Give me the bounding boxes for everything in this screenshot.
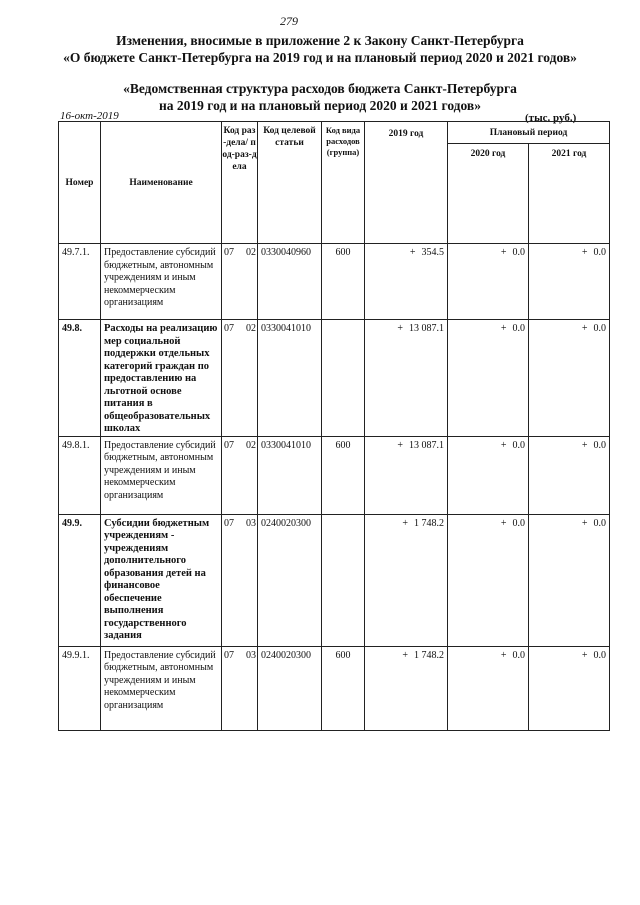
amount: 0.0 [512,247,525,258]
row-value-2019 [365,436,448,514]
sign: + [581,323,588,334]
amount: 0.0 [512,323,525,334]
header-2021: 2021 год [529,144,610,244]
row-kind-code: 600 [322,646,365,730]
row-target-code: 0330040960 [258,244,322,320]
section-code: 07 [224,247,234,258]
page-number: 279 [280,14,298,28]
header-2020: 2020 год [448,144,529,244]
table-row [59,244,610,320]
section-code: 07 [224,517,234,529]
amount: 354.5 [421,247,444,258]
sign: + [500,517,507,529]
section-code: 07 [224,649,234,661]
header-2019: 2019 год [365,122,448,244]
row-section-code [222,244,258,320]
row-value-2021 [529,514,610,646]
subsection-code: 02 [246,439,256,451]
row-kind-code [322,514,365,646]
row-number: 49.7.1. [59,244,101,320]
row-target-code: 0240020300 [258,646,322,730]
amount: 0.0 [512,439,525,451]
sign: + [397,323,403,334]
subsection-code: 02 [246,247,256,258]
sign: + [402,649,408,661]
amount: 0.0 [593,439,606,451]
subsection-code: 03 [246,517,256,529]
amount: 0.0 [512,649,525,661]
row-kind-code: 600 [322,244,365,320]
row-value-2020 [448,646,529,730]
amount: 0.0 [593,323,606,334]
table-row [59,514,610,646]
sign: + [581,247,588,258]
row-section-code [222,320,258,437]
row-value-2019 [365,244,448,320]
row-number: 49.8.1. [59,436,101,514]
row-name: Предоставление субсидий бюджетным, автономным учреждениям и иным некоммерческим организациям [101,646,222,730]
document-title-line-1: Изменения, вносимые в приложение 2 к Закону Санкт-Петербурга [116,33,524,48]
sign: + [409,247,416,258]
amount: 1 748.2 [414,517,444,529]
section-code: 07 [224,439,234,451]
row-value-2020 [448,320,529,437]
row-section-code [222,646,258,730]
table-row [59,320,610,437]
header-number: Номер [59,122,101,244]
sign: + [500,439,507,451]
row-target-code: 0240020300 [258,514,322,646]
amount: 0.0 [593,247,606,258]
row-value-2021 [529,320,610,437]
sign: + [581,439,588,451]
sign: + [500,649,507,661]
row-number: 49.9. [59,514,101,646]
row-value-2020 [448,514,529,646]
row-name: Расходы на реализацию мер социальной поддержки отдельных категорий граждан по предоставлению на льготной основе питания в общеобразовательных школах [101,320,222,437]
document-subtitle-line-2: на 2019 год и на плановый период 2020 и 2021 годов» [159,98,481,113]
amount: 0.0 [593,517,606,529]
header-section-code: Код раз-дела/ под-раз-дела [222,122,258,244]
sign: + [402,517,408,529]
header-name: Наименование [101,122,222,244]
sign: + [581,649,588,661]
header-row [59,122,610,144]
subsection-code: 03 [246,649,256,661]
document-title-line-2: «О бюджете Санкт-Петербурга на 2019 год и на плановый период 2020 и 2021 годов» [63,50,577,65]
header-target-code: Код целевой статьи [258,122,322,244]
sign: + [581,517,588,529]
row-kind-code: 600 [322,436,365,514]
row-kind-code [322,320,365,437]
row-value-2021 [529,436,610,514]
amount: 1 748.2 [414,649,444,661]
row-value-2019 [365,320,448,437]
row-target-code: 0330041010 [258,436,322,514]
amount: 13 087.1 [409,439,444,451]
row-value-2019 [365,514,448,646]
header-kind-code: Код вида расходов (группа) [322,122,365,244]
row-value-2020 [448,244,529,320]
document-date: 16-окт-2019 [60,110,119,122]
row-value-2021 [529,244,610,320]
table-row [59,436,610,514]
section-code: 07 [224,323,234,334]
subsection-code: 02 [246,323,256,334]
row-section-code [222,514,258,646]
units-label: (тыс. руб.) [525,112,577,124]
row-value-2020 [448,436,529,514]
sign: + [397,439,403,451]
row-value-2021 [529,646,610,730]
row-section-code [222,436,258,514]
sign: + [500,247,507,258]
header-planned-period: Плановый период [448,122,610,144]
row-value-2019 [365,646,448,730]
row-number: 49.8. [59,320,101,437]
sign: + [500,323,507,334]
amount: 13 087.1 [409,323,444,334]
amount: 0.0 [512,517,525,529]
budget-table [58,121,610,731]
amount: 0.0 [593,649,606,661]
row-number: 49.9.1. [59,646,101,730]
row-name: Предоставление субсидий бюджетным, автономным учреждениям и иным некоммерческим организациям [101,244,222,320]
row-name: Субсидии бюджетным учреждениям - учреждениям дополнительного образования детей на финансовое обеспечение выполнения государственного задания [101,514,222,646]
table-row [59,646,610,730]
row-name: Предоставление субсидий бюджетным, автономным учреждениям и иным некоммерческим организациям [101,436,222,514]
row-target-code: 0330041010 [258,320,322,437]
document-subtitle-line-1: «Ведомственная структура расходов бюджета Санкт-Петербурга [123,81,517,96]
